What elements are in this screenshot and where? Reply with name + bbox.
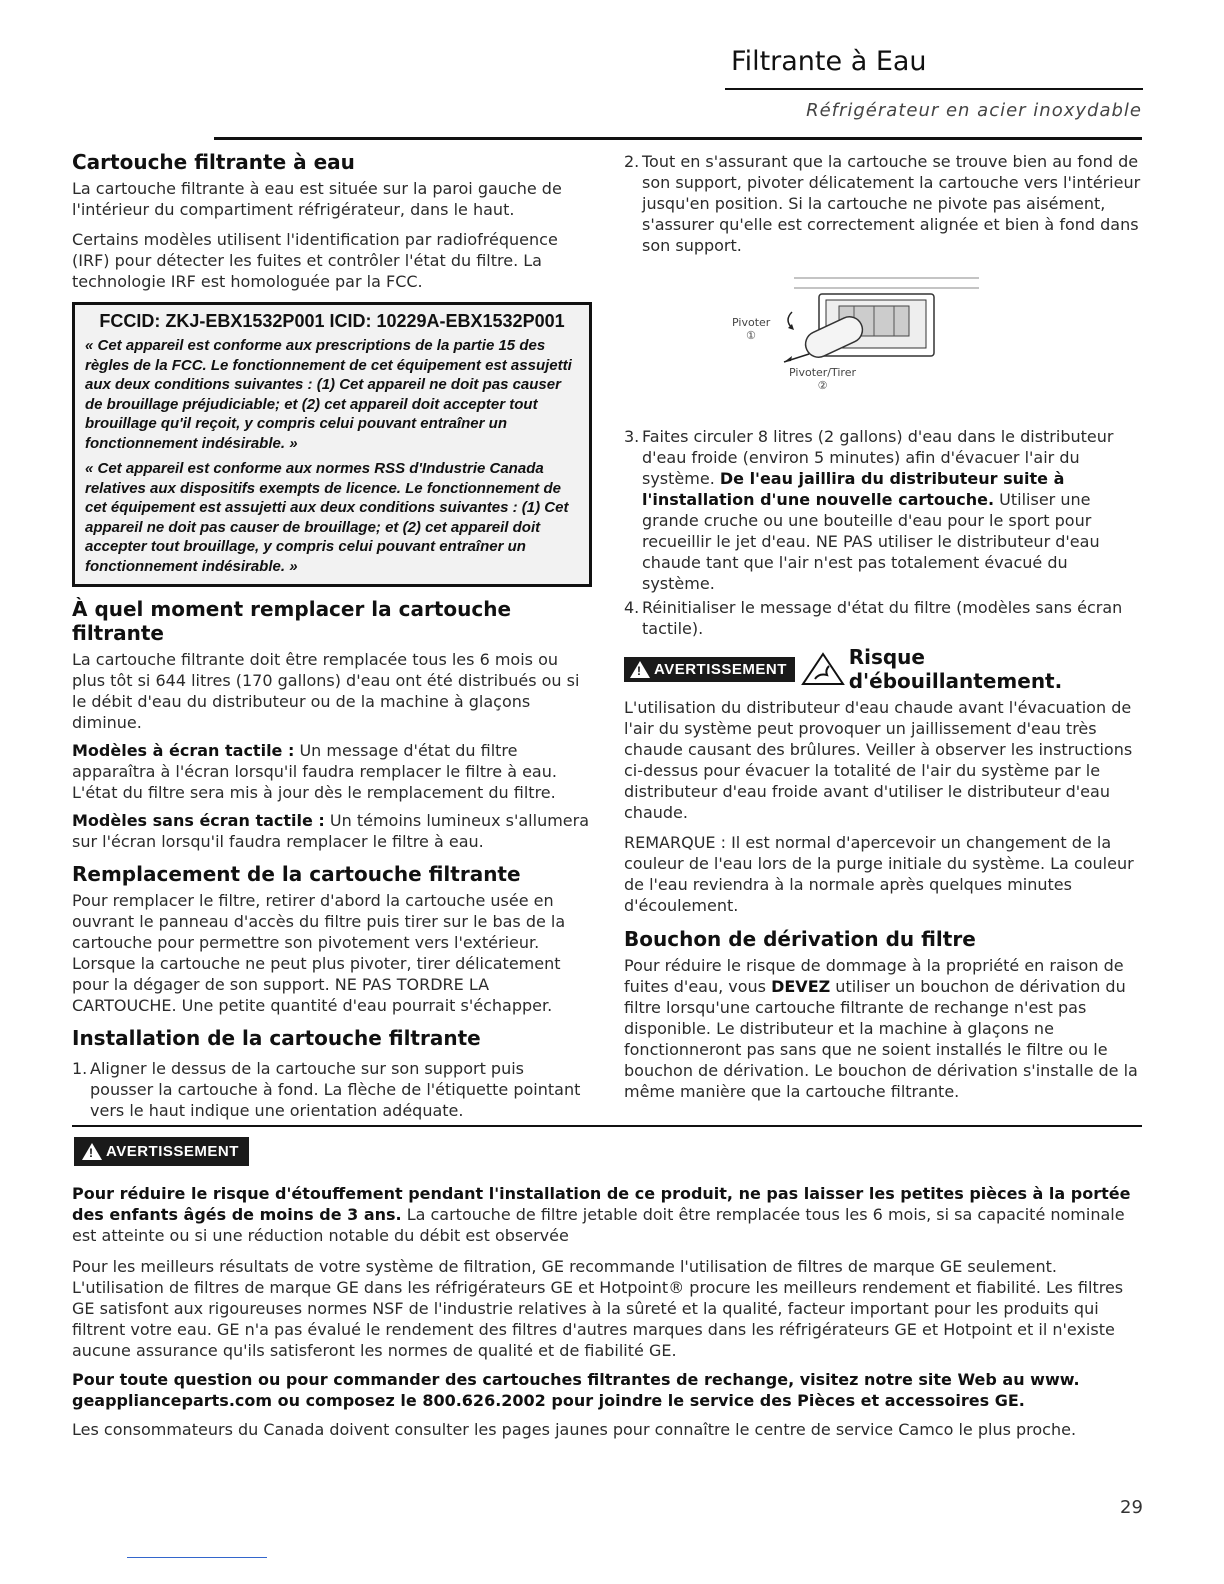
canada-info: Les consommateurs du Canada doivent consulter les pages jaunes pour connaître le centre de service Camco le plus proche. bbox=[72, 1420, 1077, 1439]
list-item: 3. Faites circuler 8 litres (2 gallons) d'eau dans le distributeur d'eau froide (environ 5 minutes) afin d'évacuer l'air du système. De l'eau jaillira du distributeur suite à l'installation d'une nouvelle cartouche. Utiliser une grande cruche ou une bouteille d'eau pour le sport pour recueillir le jet d'eau. NE PAS utiliser le distributeur d'eau chaude tant que l'air n'est pas totalement évacué du système. bbox=[624, 427, 1114, 593]
bottom-rule bbox=[72, 1125, 1142, 1127]
bypass-paragraph: Pour réduire le risque de dommage à la propriété en raison de fuites d'eau, vous DEVEZ utiliser un bouchon de dérivation du filtre lorsqu'une cartouche filtrante de rechange n'est pas disponible. Le distributeur et la machine à glaçons ne fonctionneront pas sans que ne soient installés le filtre ou le bouchon de dérivation. Le bouchon de dérivation s'installe de la même manière que la cartouche filtrante. bbox=[624, 956, 1138, 1101]
list-item: 2. Tout en s'assurant que la cartouche se trouve bien au fond de son support, pivoter délicatement la cartouche vers l'intérieur jusqu'en position. Si la cartouche ne pivote pas aisément, s'assurer qu'elle est correctement alignée et bien à fond dans son support. bbox=[624, 152, 1141, 255]
filter-diagram-svg bbox=[624, 266, 1144, 418]
top-rule bbox=[214, 137, 1142, 140]
warning-triangle-icon: ! bbox=[82, 1143, 102, 1160]
filter-illustration bbox=[624, 266, 1144, 418]
ic-statement: « Cet appareil est conforme aux normes RSS d'Industrie Canada relatives aux dispositifs exempts de licence. Le fonctionnement de cet équipement est assujetti aux deux conditions suivantes : (1) Cet appareil ne doit pas causer de brouillage; et (2) cet appareil doit accepter tout brouillage, y compris celui pouvant entraîner un fonctionnement indésirable. » bbox=[85, 460, 569, 575]
figure-label-pivoter-tirer: Pivoter/Tirer ② bbox=[789, 366, 857, 392]
section-title-when-replace: À quel moment remplacer la cartouche filtrante bbox=[72, 597, 512, 645]
section-title-replacement: Remplacement de la cartouche filtrante bbox=[72, 862, 521, 886]
warning-triangle-icon: ! bbox=[630, 661, 650, 678]
paragraph-touchscreen: Modèles à écran tactile : Un message d'état du filtre apparaîtra à l'écran lorsqu'il faudra remplacer le filtre à eau. L'état du filtre sera mis à jour dès le remplacement du filtre. bbox=[72, 741, 557, 802]
label-touchscreen: Modèles à écran tactile : bbox=[72, 741, 295, 760]
paragraph: La cartouche filtrante doit être remplacée tous les 6 mois ou plus tôt si 644 litres (170 gallons) d'eau ont été distribués ou si le débit d'eau du distributeur ou de la machine à glaçons diminue. bbox=[72, 650, 580, 732]
scald-warning-text: L'utilisation du distributeur d'eau chaude avant l'évacuation de l'air du système peut provoquer un jaillissement d'eau très chaude causant des brûlures. Veiller à observer les instructions ci-dessus pour évacuer la totalité de l'air du système par le distributeur d'eau froide avant d'utiliser le distributeur d'eau chaude. bbox=[624, 698, 1133, 822]
section-title-installation: Installation de la cartouche filtrante bbox=[72, 1026, 481, 1050]
right-column bbox=[624, 151, 1144, 1102]
warning-badge: ! AVERTISSEMENT bbox=[624, 657, 795, 682]
label-no-touchscreen: Modèles sans écran tactile : bbox=[72, 811, 325, 830]
fcc-notice-box bbox=[72, 302, 592, 587]
footer-rule bbox=[127, 1557, 267, 1558]
page-header-subtitle: Réfrigérateur en acier inoxydable bbox=[806, 100, 1142, 121]
warning-badge: ! AVERTISSEMENT bbox=[74, 1137, 249, 1166]
paragraph: La cartouche filtrante à eau est située sur la paroi gauche de l'intérieur du compartiment réfrigérateur, dans le haut. bbox=[72, 179, 562, 219]
page-number: 29 bbox=[1120, 1497, 1143, 1518]
section-title-cartouche: Cartouche filtrante à eau bbox=[72, 150, 355, 174]
fcc-id-title: FCCID: ZKJ-EBX1532P001 ICID: 10229A-EBX1532P001 bbox=[99, 311, 565, 331]
bottom-warning-badge-wrap bbox=[74, 1137, 249, 1166]
remarque-text: REMARQUE : Il est normal d'apercevoir un changement de la couleur de l'eau lors de la purge initiale du système. La couleur de l'eau reviendra à la normale après quelques minutes d'écoulement. bbox=[624, 833, 1134, 915]
order-info: Pour toute question ou pour commander des cartouches filtrantes de rechange, visitez notre site Web au www. geapplianceparts.com ou composez le 800.626.2002 pour joindre le service des Pièces et accessoires GE. bbox=[72, 1370, 1080, 1410]
scald-warning-title: Risque d'ébouillantement. bbox=[848, 645, 1063, 693]
ge-filter-recommendation: Pour les meilleurs résultats de votre système de filtration, GE recommande l'utilisation de filtres de marque GE seulement. L'utilisation de filtres de marque GE dans les réfrigérateurs GE et Hotpoint® procure les meilleurs rendement et fiabilité. Les filtres GE satisfont aux rigoureuses normes NSF de l'industrie relatives à la sûreté et la qualité, facteur important pour les produits qui filtrent votre eau. GE n'a pas évalué le rendement des filtres d'autres marques dans les réfrigérateurs GE et Hotpoint et il n'existe aucune assurance qu'ils satisferont les normes de qualité et de fiabilité GE. bbox=[72, 1257, 1124, 1360]
scald-hazard-icon bbox=[801, 652, 845, 686]
scald-warning-header bbox=[624, 645, 1144, 693]
figure-label-pivoter: Pivoter ① bbox=[732, 316, 771, 342]
list-item: 1. Aligner le dessus de la cartouche sur son support puis pousser la cartouche à fond. La flèche de l'étiquette pointant vers le haut indique une orientation adéquate. bbox=[72, 1059, 581, 1120]
section-title-bypass: Bouchon de dérivation du filtre bbox=[624, 927, 976, 951]
left-column bbox=[72, 150, 592, 1121]
header-rule bbox=[725, 88, 1143, 90]
paragraph: Certains modèles utilisent l'identification par radiofréquence (IRF) pour détecter les fuites et contrôler l'état du filtre. La technologie IRF est homologuée par la FCC. bbox=[72, 230, 558, 291]
list-item: 4. Réinitialiser le message d'état du filtre (modèles sans écran tactile). bbox=[624, 598, 1123, 638]
paragraph: Pour remplacer le filtre, retirer d'abord la cartouche usée en ouvrant le panneau d'accès du filtre puis tirer sur le bas de la cartouche pour permettre son pivotement vers l'extérieur. Lorsque la cartouche ne peut plus pivoter, tirer délicatement pour la dégager de son support. NE PAS TORDRE LA CARTOUCHE. Une petite quantité d'eau pourrait s'échapper. bbox=[72, 891, 566, 1015]
page-header-title: Filtrante à Eau bbox=[731, 46, 927, 77]
paragraph-no-touchscreen: Modèles sans écran tactile : Un témoins lumineux s'allumera sur l'écran lorsqu'il faudra remplacer le filtre à eau. bbox=[72, 811, 590, 851]
fcc-statement: « Cet appareil est conforme aux prescriptions de la partie 15 des règles de la FCC. Le fonctionnement de cet équipement est assujetti aux deux conditions suivantes : (1) Cet appareil ne doit pas causer de brouillage préjudiciable; et (2) cet appareil doit accepter tout brouillage qu'il reçoit, y compris celui pouvant entraîner un fonctionnement indésirable. » bbox=[85, 337, 572, 452]
bottom-section bbox=[72, 1183, 1142, 1440]
choking-warning: Pour réduire le risque d'étouffement pendant l'installation de ce produit, ne pas laisser les petites pièces à la portée des enfants âgés de moins de 3 ans. La cartouche de filtre jetable doit être remplacée tous les 6 mois, si sa capacité nominale est atteinte ou si une réduction notable du débit est observée bbox=[72, 1184, 1131, 1245]
